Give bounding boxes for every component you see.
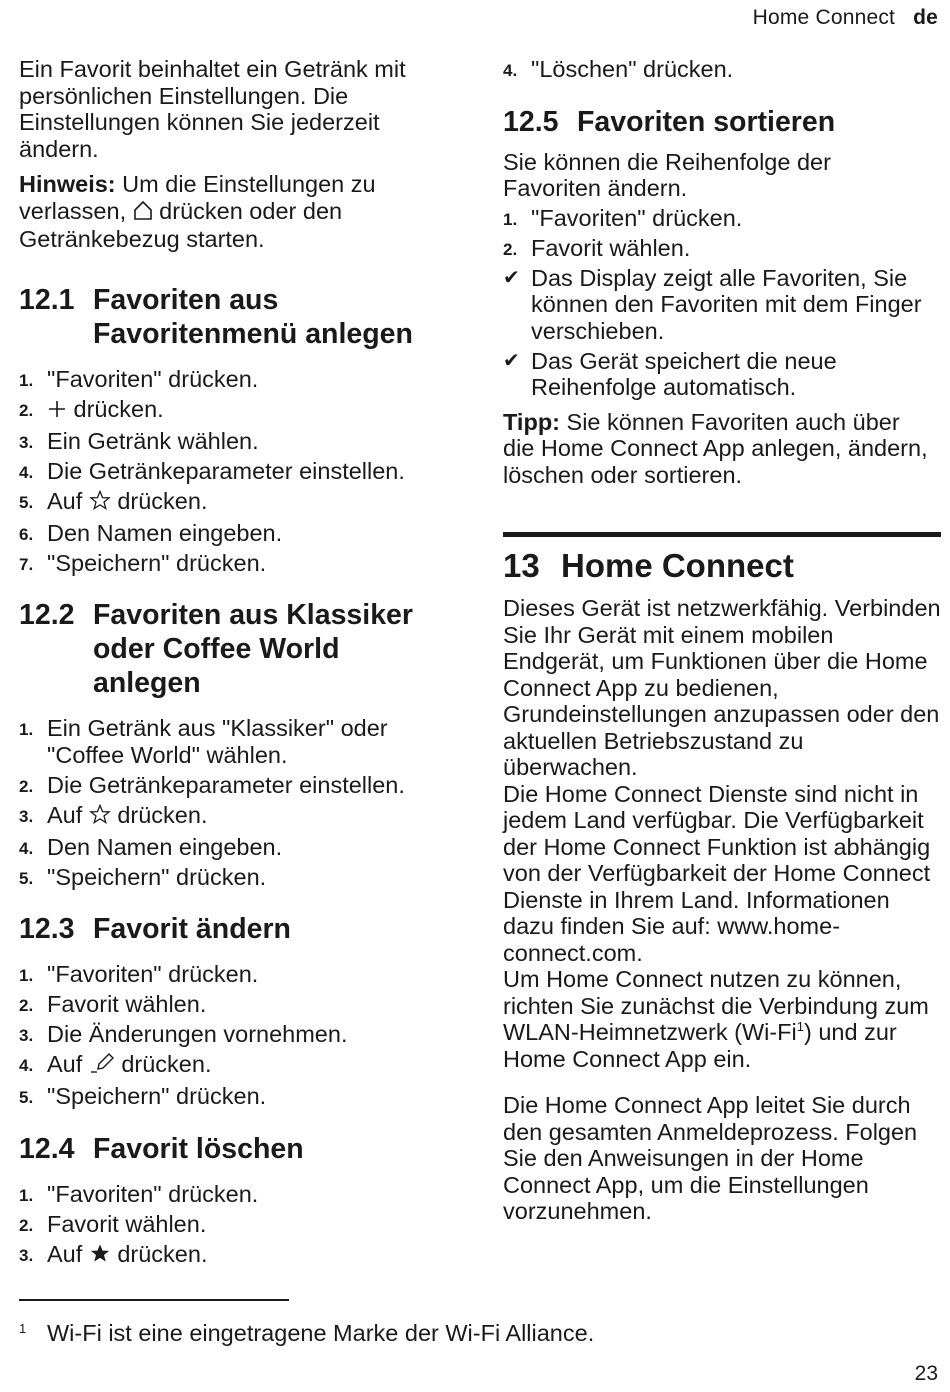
list-item: 3. Auf drücken. — [19, 802, 449, 831]
plus-icon — [47, 398, 67, 425]
footnote — [19, 1316, 594, 1346]
heading-12-1 — [19, 283, 449, 351]
result-item: ✔ Das Gerät speichert die neue Reihenfolge automatisch. — [503, 347, 837, 400]
steps-12-3 — [19, 961, 449, 1110]
intro-12-5: Sie können die Reihenfolge der Favoriten ändern. — [503, 148, 831, 201]
list-item: 2. drücken. — [19, 396, 449, 425]
steps-12-4 — [19, 1181, 449, 1270]
heading-12-5 — [503, 105, 941, 139]
result-item: ✔ Das Display zeigt alle Favoriten, Sie können den Favoriten mit dem Finger verschieben. — [503, 264, 922, 344]
note-label: Hinweis: — [19, 171, 116, 197]
pencil-icon — [89, 1052, 115, 1080]
header-section: Home Connect — [752, 6, 896, 29]
list-item: 1. "Favoriten" drücken. — [503, 204, 743, 231]
tip-text: Sie können Favoriten auch über die Home Connect App anlegen, ändern, löschen oder sortieren. — [503, 408, 928, 488]
paragraph: Um Home Connect nutzen zu können, richten Sie zunächst die Verbindung zum WLAN-Heimnetzwerk (Wi-Fi$^1$) und zur Home Connect App ein. — [503, 966, 929, 1072]
chapter-number: 13 — [503, 547, 540, 584]
list-item: 1. Ein Getränk aus "Klassiker" oder "Coffee World" wählen. — [19, 715, 388, 768]
heading-number: 12.5 — [503, 105, 559, 138]
steps-12-1 — [19, 366, 449, 577]
tip-paragraph — [503, 409, 928, 489]
chapter-heading — [503, 545, 941, 587]
heading-number: 12.4 — [19, 1132, 75, 1165]
heading-number: 12.1 — [19, 283, 75, 316]
page-number: 23 — [914, 1362, 938, 1385]
header-language: de — [913, 6, 938, 29]
list-item: 2. Favorit wählen. — [19, 1210, 207, 1237]
left-column — [19, 56, 449, 1273]
steps-12-4-continued — [503, 56, 941, 83]
note-paragraph — [19, 171, 424, 253]
heading-title: Favorit löschen — [93, 1132, 304, 1165]
list-item: 2. Favorit wählen. — [503, 234, 691, 261]
list-item: 1. "Favoriten" drücken. — [19, 961, 259, 987]
list-item: 6. Den Namen eingeben. — [19, 519, 283, 546]
right-column — [503, 56, 941, 1225]
heading-12-4 — [19, 1132, 449, 1166]
footnote-mark: 1 — [19, 1321, 27, 1336]
steps-12-5 — [503, 205, 941, 401]
list-item: 2. Die Getränkeparameter einstellen. — [19, 771, 405, 798]
home-icon — [133, 200, 153, 227]
steps-12-2 — [19, 715, 449, 890]
paragraph: Die Home Connect Dienste sind nicht in jedem Land verfügbar. Die Verfügbarkeit der Home Connect Funktion ist abhängig von der Verfügbarkeit der Home Connect Dienste in Ihrem Land. Informationen dazu finden Sie auf: www.home-connect.com. — [503, 780, 931, 966]
list-item: 5. "Speichern" drücken. — [19, 863, 267, 890]
heading-title: Favorit ändern — [93, 913, 291, 945]
list-item: 1. "Favoriten" drücken. — [19, 1180, 259, 1207]
list-item: 4. "Löschen" drücken. — [503, 56, 734, 82]
heading-12-3 — [19, 912, 449, 946]
note-text-b: drücken oder den Getränkebezug starten. — [19, 197, 343, 252]
heading-number: 12.3 — [19, 913, 75, 945]
list-item: 5. "Speichern" drücken. — [19, 1083, 267, 1109]
intro-paragraph: Ein Favorit beinhaltet ein Getränk mit persönlichen Einstellungen. Die Einstellungen können Sie jederzeit ändern. — [19, 56, 406, 162]
star-outline-icon — [89, 490, 111, 517]
heading-title: Favoriten sortieren — [577, 105, 836, 138]
tip-label: Tipp: — [503, 408, 560, 435]
running-header — [753, 6, 938, 30]
list-item: 5. Auf drücken. — [19, 488, 449, 517]
list-item: 3. Ein Getränk wählen. — [19, 427, 259, 454]
footnote-ref[interactable]: 1 — [796, 1019, 804, 1035]
paragraph: Die Home Connect App leitet Sie durch den gesamten Anmeldeprozess. Folgen Sie den Anweisungen in der Home Connect App, um die Einstellungen vorzunehmen. — [503, 1092, 918, 1224]
list-item: 3. Auf drücken. — [19, 1241, 449, 1270]
star-outline-icon — [89, 804, 111, 831]
footnote-text: Wi-Fi ist eine eingetragene Marke der Wi-Fi Alliance. — [47, 1320, 595, 1346]
list-item: 3. Die Änderungen vornehmen. — [19, 1021, 348, 1047]
footnote-rule — [19, 1299, 289, 1301]
chapter-13 — [503, 532, 941, 1225]
list-item: 4. Die Getränkeparameter einstellen. — [19, 457, 405, 484]
chapter-title: Home Connect — [561, 547, 794, 584]
list-item: 4. Den Namen eingeben. — [19, 833, 283, 860]
star-filled-icon — [89, 1243, 111, 1270]
checkmark-icon: ✔ — [503, 349, 520, 372]
list-item: 4. Auf drücken. — [19, 1051, 449, 1080]
heading-number: 12.2 — [19, 599, 75, 631]
note-text-a: Um die Einstellungen zu verlassen, — [19, 171, 376, 224]
list-item: 2. Favorit wählen. — [19, 991, 207, 1017]
heading-12-2 — [19, 598, 449, 700]
heading-title: Favoriten aus Klassiker oder Coffee World anlegen — [93, 599, 413, 699]
list-item: 1. "Favoriten" drücken. — [19, 365, 259, 392]
list-item: 7. "Speichern" drücken. — [19, 549, 267, 576]
checkmark-icon: ✔ — [503, 266, 520, 289]
heading-title: Favoriten aus Favoritenmenü anlegen — [93, 283, 413, 350]
paragraph: Dieses Gerät ist netzwerkfähig. Verbinden Sie Ihr Gerät mit einem mobilen Endgerät, um Funktionen über die Home Connect App zu bedienen, Grundeinstellungen anzupassen oder den aktuellen Betriebszustand zu überwachen. — [503, 595, 941, 780]
